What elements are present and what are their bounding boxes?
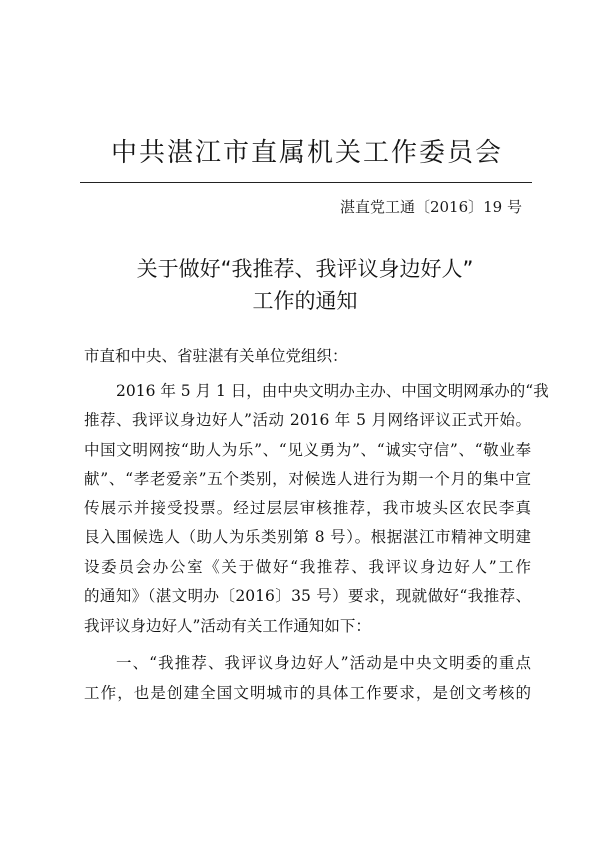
notice-title-line-1: 关于做好“我推荐、我评议身边好人” — [136, 257, 474, 281]
notice-title-line-2: 工作的通知 — [252, 289, 358, 313]
organization-title: 中共湛江市直属机关工作委员会 — [110, 138, 503, 168]
paragraph-1-line: 传展示并接受投票。经过层层审核推荐，我市坡头区农民李真 — [84, 499, 531, 517]
document-number: 湛直党工通〔2016〕19 号 — [339, 198, 522, 216]
paragraph-1-line: 的通知》（湛文明办〔2016〕35 号）要求，现就做好“我推荐、 — [84, 587, 531, 605]
salutation: 市直和中央、省驻湛有关单位党组织： — [84, 347, 348, 365]
paragraph-1-line: 2016 年 5 月 1 日，由中央文明办主办、中国文明网承办的“我 — [116, 382, 549, 400]
paragraph-2-line: 一、“我推荐、我评议身边好人”活动是中央文明委的重点 — [116, 654, 531, 672]
paragraph-1-line: 推荐、我评议身边好人”活动 2016 年 5 月网络评议正式开始。 — [84, 411, 531, 429]
paragraph-1-line: 中国文明网按“助人为乐”、“见义勇为”、“诚实守信”、“敬业奉 — [84, 441, 531, 459]
paragraph-2-line: 工作，也是创建全国文明城市的具体工作要求，是创文考核的 — [84, 684, 531, 702]
paragraph-1-line: 献”、“孝老爱亲”五个类别，对候选人进行为期一个月的集中宣 — [84, 470, 531, 488]
paragraph-1-line: 艮入围候选人（助人为乐类别第 8 号）。根据湛江市精神文明建 — [84, 528, 531, 546]
paragraph-1-line: 设委员会办公室《关于做好“我推荐、我评议身边好人”工作 — [84, 558, 531, 576]
header-divider — [80, 182, 532, 183]
paragraph-1-line: 我评议身边好人”活动有关工作通知如下： — [84, 617, 371, 635]
